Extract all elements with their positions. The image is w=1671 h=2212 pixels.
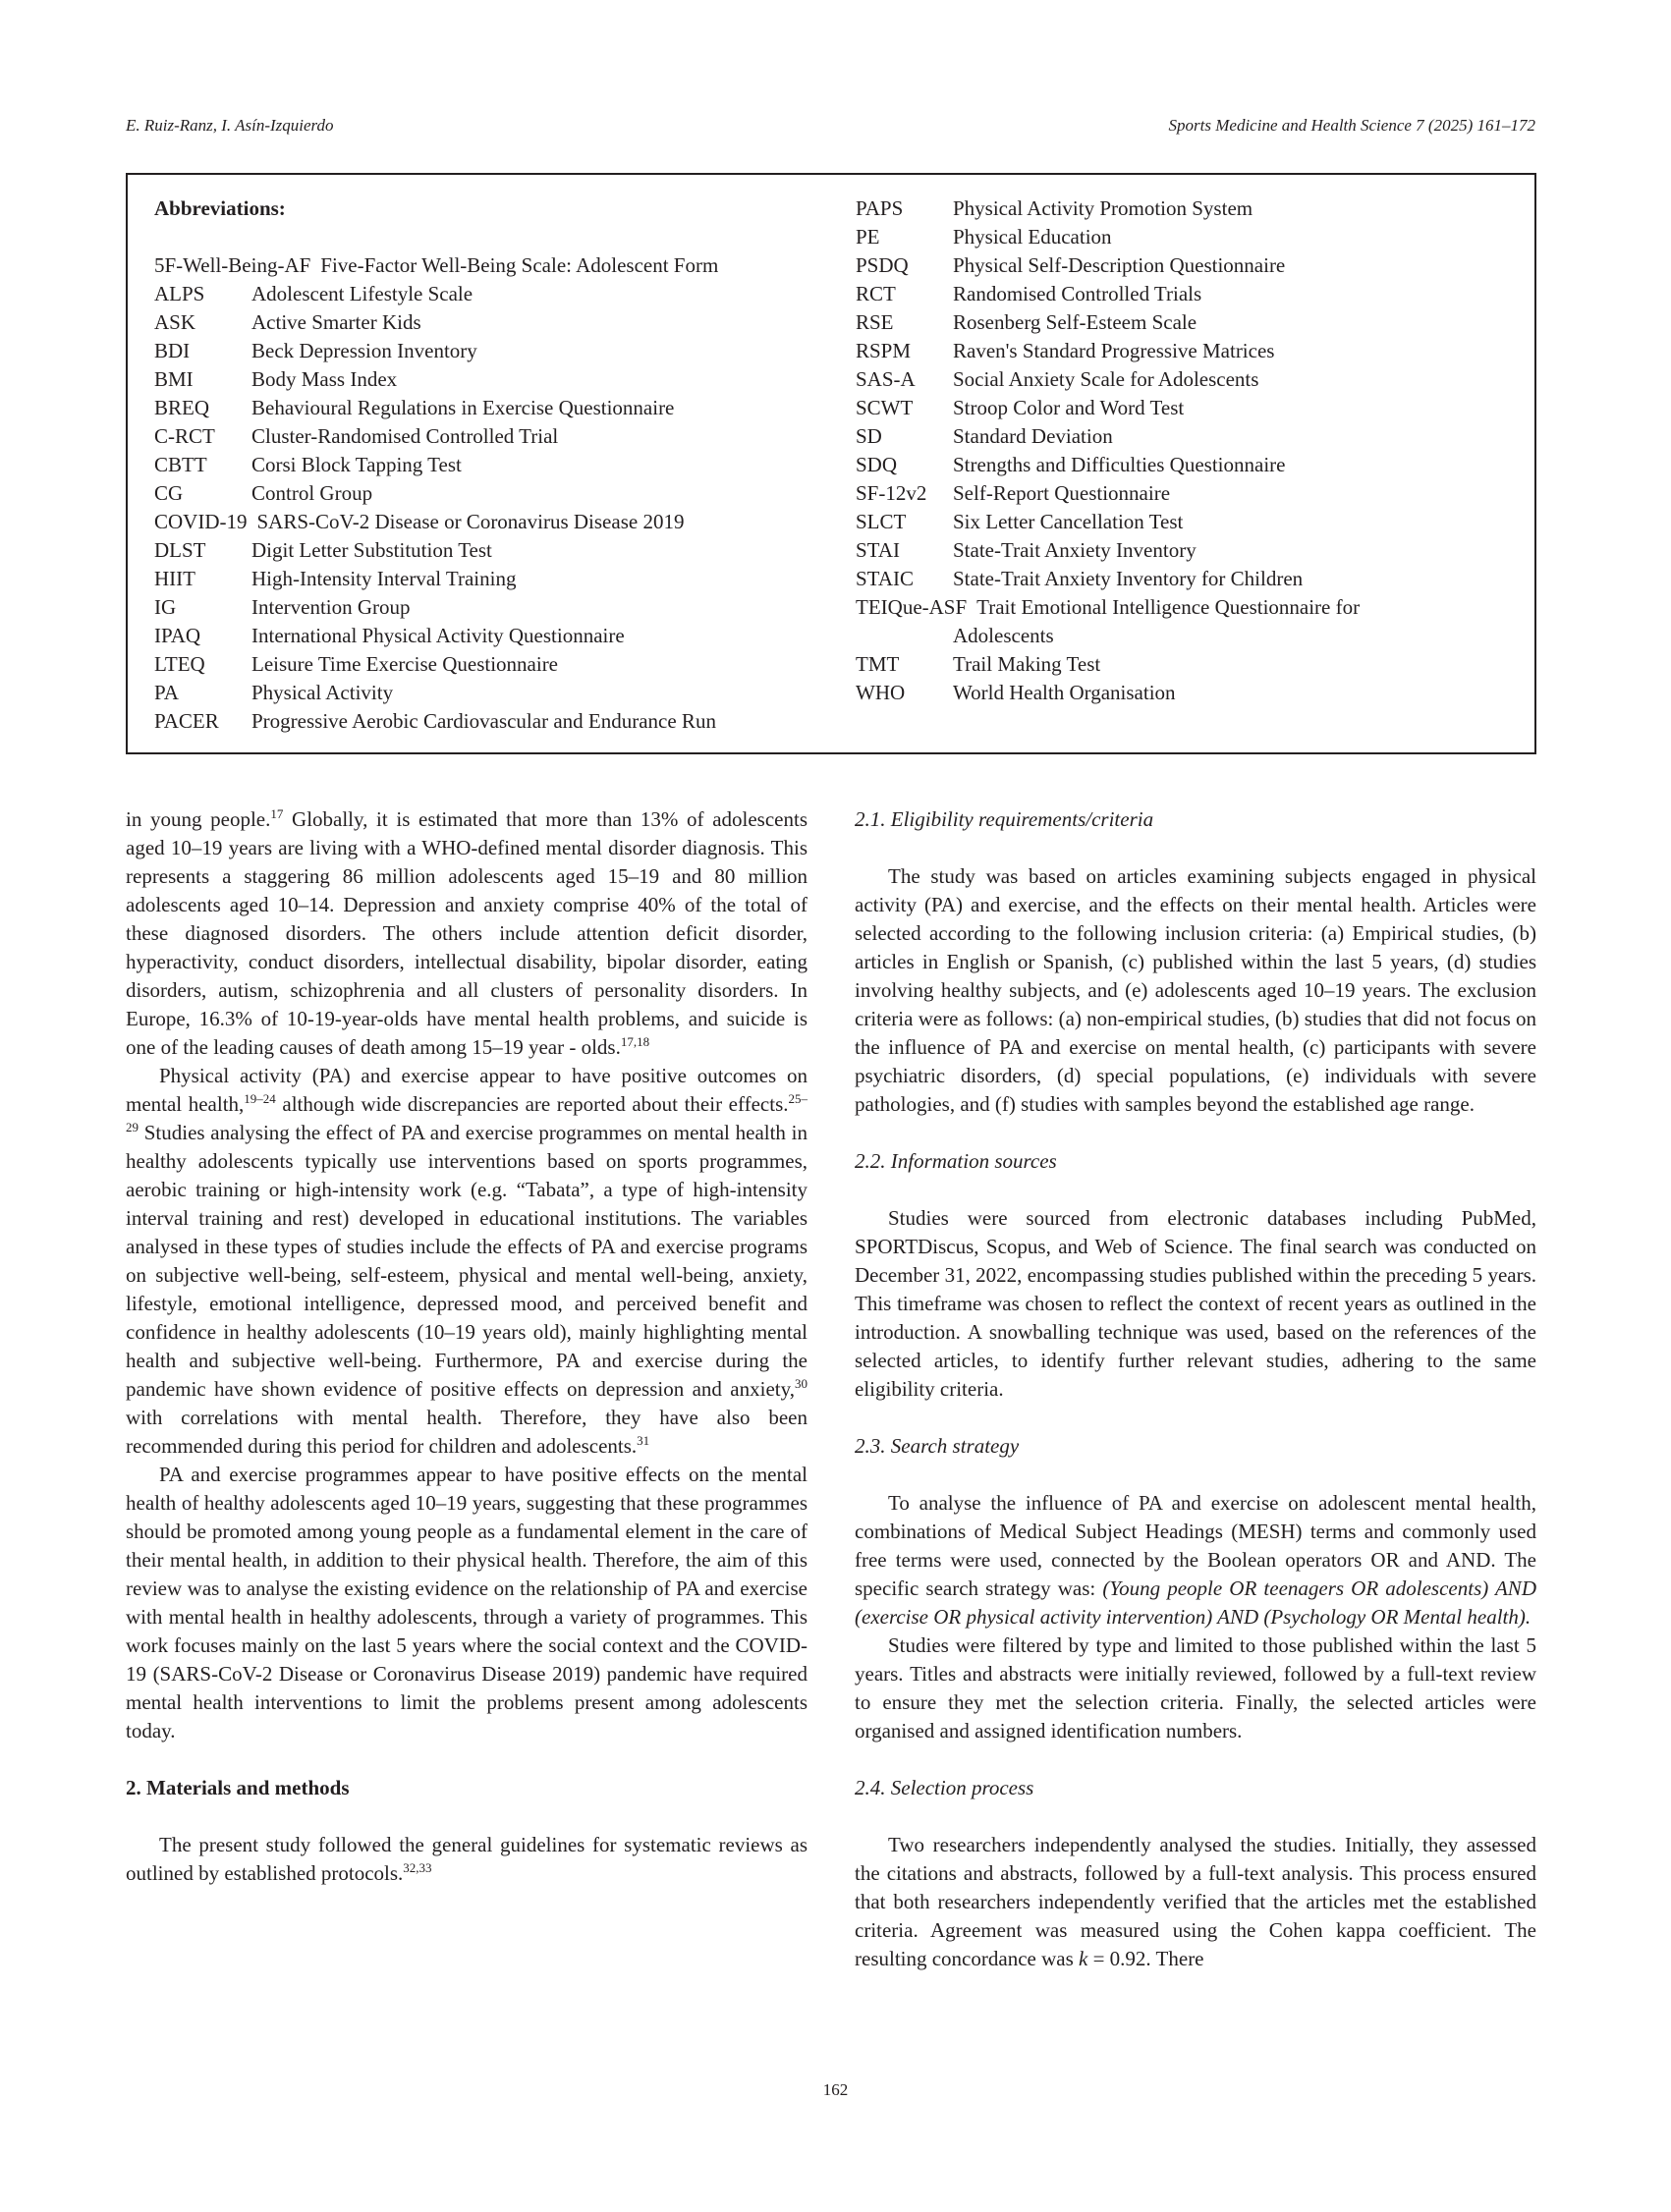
citation: 30: [795, 1376, 808, 1391]
abbreviation-row: [856, 280, 1524, 308]
abbreviation-definition: Self-Report Questionnaire: [953, 481, 1171, 505]
abbreviation-definition: Progressive Aerobic Cardiovascular and Endurance Run: [251, 709, 716, 733]
abbreviation-code: PSDQ: [856, 253, 909, 277]
abbreviation-definition: Digit Letter Substitution Test: [251, 538, 492, 562]
abbreviation-row: [856, 451, 1524, 479]
abbreviation-row: [856, 679, 1524, 707]
abbreviation-row: [154, 308, 822, 337]
abbreviation-definition: Corsi Block Tapping Test: [251, 453, 462, 476]
paragraph: in young people.$^{17}$ Globally, it is estimated that more than 13% of adolescents aged 10–19 years are living with a WHO-defined mental disorder diagnosis. This represents a staggering 86 million adolescents aged 15–19 and 80 million adolescents aged 10–14. Depression and anxiety comprise 40% of the total of these diagnosed disorders. The others include attention deficit disorder, hyperactivity, conduct disorders, intellectual disability, bipolar disorder, eating disorders, autism, schizophrenia and all clusters of personality disorders. In Europe, 16.3% of 10-19-year-olds have mental health problems, and suicide is one of the leading causes of death among 15–19 year - olds.$^{17,18}$: [126, 806, 808, 1059]
abbreviation-definition: Adolescents: [953, 624, 1054, 647]
paragraph: The study was based on articles examining subjects engaged in physical activity (PA) and exercise, and the effects on their mental health. Articles were selected according to the following inclusion criteria: (a) Empirical studies, (b) articles in English or Spanish, (c) published within the last 5 years, (d) studies involving healthy subjects, and (e) adolescents aged 10–19 years. The exclusion criteria were as follows: (a) non-empirical studies, (b) studies that did not focus on the influence of PA and exercise on mental health, (c) participants with severe psychiatric disorders, (d) special populations, (e) individuals with severe pathologies, and (f) studies with samples beyond the established age range.: [855, 864, 1536, 1116]
abbreviation-code: SF-12v2: [856, 481, 927, 505]
abbreviation-definition: Body Mass Index: [251, 367, 398, 391]
abbreviation-definition: World Health Organisation: [953, 681, 1176, 704]
paragraph: Studies were filtered by type and limited to those published within the last 5 years. Titles and abstracts were initially reviewed, followed by a full-text review to ensure they met the selection criteria. Finally, the selected articles were organised and assigned identification numbers.: [855, 1633, 1536, 1742]
abbreviation-definition: Cluster-Randomised Controlled Trial: [251, 424, 559, 448]
subsection-heading: 2.3. Search strategy: [855, 1434, 1020, 1458]
abbreviation-code: SLCT: [856, 510, 907, 533]
abbreviation-code: PAPS: [856, 196, 904, 220]
abbreviation-code: TMT: [856, 652, 900, 676]
abbreviation-row: [856, 394, 1524, 422]
abbreviation-row: [154, 451, 822, 479]
abbreviation-definition: Social Anxiety Scale for Adolescents: [953, 367, 1259, 391]
abbreviation-row: [856, 337, 1524, 365]
abbreviation-row: [154, 679, 822, 707]
abbreviation-row: [856, 194, 1524, 223]
abbreviation-code: RSE: [856, 310, 894, 334]
abbreviation-row: [856, 422, 1524, 451]
abbreviation-definition: Rosenberg Self-Esteem Scale: [953, 310, 1198, 334]
abbreviation-definition: Five-Factor Well-Being Scale: Adolescent Form: [320, 253, 719, 277]
abbreviation-code: BMI: [154, 367, 194, 391]
abbreviation-row: [154, 650, 822, 679]
abbreviation-row: [856, 251, 1524, 280]
abbreviation-row: [154, 707, 822, 736]
abbreviation-definition: Trait Emotional Intelligence Questionnaire for: [976, 595, 1361, 619]
abbreviation-definition: Physical Education: [953, 225, 1112, 249]
abbreviation-row: [154, 565, 822, 593]
abbreviation-code: STAI: [856, 538, 900, 562]
abbreviation-code: IG: [154, 595, 177, 619]
abbreviations-left-column: [154, 194, 822, 736]
abbreviation-row: [856, 223, 1524, 251]
abbreviation-definition: Physical Activity: [251, 681, 394, 704]
abbreviation-definition: Randomised Controlled Trials: [953, 282, 1202, 305]
abbreviation-definition: State-Trait Anxiety Inventory for Children: [953, 567, 1304, 590]
paragraph: PA and exercise programmes appear to have positive effects on the mental health of healthy adolescents aged 10–19 years, suggesting that these programmes should be promoted among young people as a fundamental element in the care of their mental health, in addition to their physical health. Therefore, the aim of this review was to analyse the existing evidence on the relationship of PA and exercise with mental health in healthy adolescents, through a variety of programmes. This work focuses mainly on the last 5 years where the social context and the COVID-19 (SARS-CoV-2 Disease or Coronavirus Disease 2019) pandemic have required mental health interventions to limit the problems present among adolescents today.: [126, 1463, 808, 1742]
abbreviation-code: TEIQue-ASF: [856, 595, 968, 619]
abbreviation-row: [154, 365, 822, 394]
citation: 17,18: [620, 1034, 650, 1049]
abbreviation-code: CBTT: [154, 453, 207, 476]
abbreviation-definition: Trail Making Test: [953, 652, 1101, 676]
abbreviations-box: [126, 173, 1536, 754]
abbreviation-code: RSPM: [856, 339, 912, 362]
abbreviation-code: SD: [856, 424, 882, 448]
abbreviation-definition: Active Smarter Kids: [251, 310, 421, 334]
abbreviation-definition: Strengths and Difficulties Questionnaire: [953, 453, 1286, 476]
abbreviation-definition: Stroop Color and Word Test: [953, 396, 1185, 419]
abbreviation-code: CG: [154, 481, 184, 505]
abbreviation-row: [856, 508, 1524, 536]
abbreviation-definition: High-Intensity Interval Training: [251, 567, 517, 590]
abbreviation-code: LTEQ: [154, 652, 205, 676]
abbreviation-code: BREQ: [154, 396, 210, 419]
abbreviation-code: DLST: [154, 538, 206, 562]
abbreviation-code: PE: [856, 225, 880, 249]
abbreviation-code: ALPS: [154, 282, 205, 305]
abbreviation-code: BDI: [154, 339, 191, 362]
abbreviation-code: SCWT: [856, 396, 914, 419]
abbreviation-code: RCT: [856, 282, 896, 305]
running-header-journal: Sports Medicine and Health Science 7 (2025) 161–172: [1168, 116, 1535, 135]
subsection-heading: 2.4. Selection process: [855, 1776, 1034, 1799]
abbreviation-code: IPAQ: [154, 624, 201, 647]
abbreviation-code: [856, 622, 953, 650]
abbreviation-row: [856, 622, 1524, 650]
citation: 25–29: [126, 1091, 808, 1134]
section-heading: 2. Materials and methods: [126, 1776, 350, 1799]
abbreviation-definition: SARS-CoV-2 Disease or Coronavirus Disease 2019: [256, 510, 685, 533]
citation: 32,33: [403, 1860, 432, 1875]
abbreviation-definition: State-Trait Anxiety Inventory: [953, 538, 1197, 562]
paragraph: Two researchers independently analysed the studies. Initially, they assessed the citations and abstracts, followed by a full-text analysis. This process ensured that both researchers independently verified that the articles met the established criteria. Agreement was measured using the Cohen kappa coefficient. The resulting concordance was k = 0.92. There: [855, 1833, 1536, 1970]
abbreviation-row: [856, 365, 1524, 394]
abbreviation-row: [856, 479, 1524, 508]
abbreviation-row: [154, 479, 822, 508]
abbreviation-row: [856, 536, 1524, 565]
abbreviation-definition: Physical Self-Description Questionnaire: [953, 253, 1286, 277]
subsection-heading: 2.2. Information sources: [855, 1149, 1057, 1173]
page-number: 162: [822, 2080, 849, 2099]
citation: 31: [637, 1433, 650, 1448]
abbreviation-code: PACER: [154, 709, 219, 733]
abbreviation-definition: Control Group: [251, 481, 373, 505]
abbreviation-row: [154, 280, 822, 308]
paragraph: Studies were sourced from electronic databases including PubMed, SPORTDiscus, Scopus, and Web of Science. The final search was conducted on December 31, 2022, encompassing studies published within the preceding 5 years. This timeframe was chosen to reflect the context of recent years as outlined in the introduction. A snowballing technique was used, based on the references of the selected articles, to identify further relevant studies, adhering to the same eligibility criteria.: [855, 1206, 1536, 1401]
abbreviation-row: [154, 422, 822, 451]
abbreviations-right-column: [856, 194, 1524, 707]
paragraph: To analyse the influence of PA and exercise on adolescent mental health, combinations of Medical Subject Headings (MESH) terms and commonly used free terms were used, connected by the Boolean operators OR and AND. The specific search strategy was: (Young people OR teenagers OR adolescents) AND (exercise OR physical activity intervention) AND (Psychology OR Mental health).: [855, 1491, 1536, 1629]
abbreviation-code: COVID-19: [154, 510, 248, 533]
paragraph: Physical activity (PA) and exercise appear to have positive outcomes on mental health,$^{19-24}$ although wide discrepancies are reported about their effects.$^{25-29}$ Studies analysing the effect of PA and exercise programmes on mental health in healthy adolescents typically use interventions based on sports programmes, aerobic training or high-intensity work (e.g. “Tabata”, a type of high-intensity interval training and rest) developed in educational institutions. The variables analysed in these types of studies include the effects of PA and exercise programs on subjective well-being, self-esteem, physical and mental well-being, anxiety, lifestyle, emotional intelligence, depressed mood, and perceived benefit and confidence in healthy adolescents (10–19 years old), mainly highlighting mental health and subjective well-being. Furthermore, PA and exercise during the pandemic have shown evidence of positive effects on depression and anxiety,$^{30}$ with correlations with mental health. Therefore, they have also been recommended during this period for children and adolescents.$^{31}$: [126, 1064, 808, 1458]
search-string: (Young people OR teenagers OR adolescents) AND (exercise OR physical activity intervention) AND (Psychology OR Mental health).: [855, 1576, 1536, 1629]
abbreviation-row: [154, 337, 822, 365]
citation: 17: [270, 806, 284, 821]
abbreviation-row: [154, 394, 822, 422]
abbreviation-code: HIIT: [154, 567, 195, 590]
abbreviation-definition: Leisure Time Exercise Questionnaire: [251, 652, 559, 676]
subsection-heading: 2.1. Eligibility requirements/criteria: [855, 807, 1154, 831]
abbreviation-row: [154, 508, 822, 536]
abbreviation-code: SDQ: [856, 453, 898, 476]
abbreviation-code: 5F-Well-Being-AF: [154, 253, 311, 277]
abbreviation-definition: Raven's Standard Progressive Matrices: [953, 339, 1275, 362]
abbreviation-row: [154, 622, 822, 650]
running-header-authors: E. Ruiz-Ranz, I. Asín-Izquierdo: [126, 116, 334, 135]
abbreviation-row: [856, 650, 1524, 679]
citation: 19–24: [244, 1091, 276, 1106]
abbreviation-definition: Standard Deviation: [953, 424, 1113, 448]
abbreviation-code: C-RCT: [154, 424, 215, 448]
abbreviation-definition: Behavioural Regulations in Exercise Questionnaire: [251, 396, 675, 419]
abbreviation-code: PA: [154, 681, 179, 704]
abbreviation-code: ASK: [154, 310, 196, 334]
paragraph: The present study followed the general guidelines for systematic reviews as outlined by established protocols.$^{32,33}$: [126, 1833, 808, 1885]
abbreviation-definition: Physical Activity Promotion System: [953, 196, 1253, 220]
abbreviation-code: WHO: [856, 681, 906, 704]
abbreviations-title: Abbreviations:: [154, 196, 286, 220]
right-text-column: [855, 805, 1536, 1973]
abbreviation-definition: Beck Depression Inventory: [251, 339, 477, 362]
left-text-column: [126, 805, 808, 1888]
abbreviation-row: [154, 536, 822, 565]
abbreviation-definition: Adolescent Lifestyle Scale: [251, 282, 473, 305]
abbreviation-row: [856, 308, 1524, 337]
abbreviation-code: SAS-A: [856, 367, 916, 391]
abbreviation-row: [856, 565, 1524, 593]
abbreviation-code: STAIC: [856, 567, 914, 590]
abbreviation-row: [154, 251, 822, 280]
abbreviation-row: [154, 593, 822, 622]
abbreviation-definition: Six Letter Cancellation Test: [953, 510, 1184, 533]
abbreviation-definition: Intervention Group: [251, 595, 411, 619]
abbreviation-row: [856, 593, 1524, 622]
abbreviation-definition: International Physical Activity Questionnaire: [251, 624, 625, 647]
